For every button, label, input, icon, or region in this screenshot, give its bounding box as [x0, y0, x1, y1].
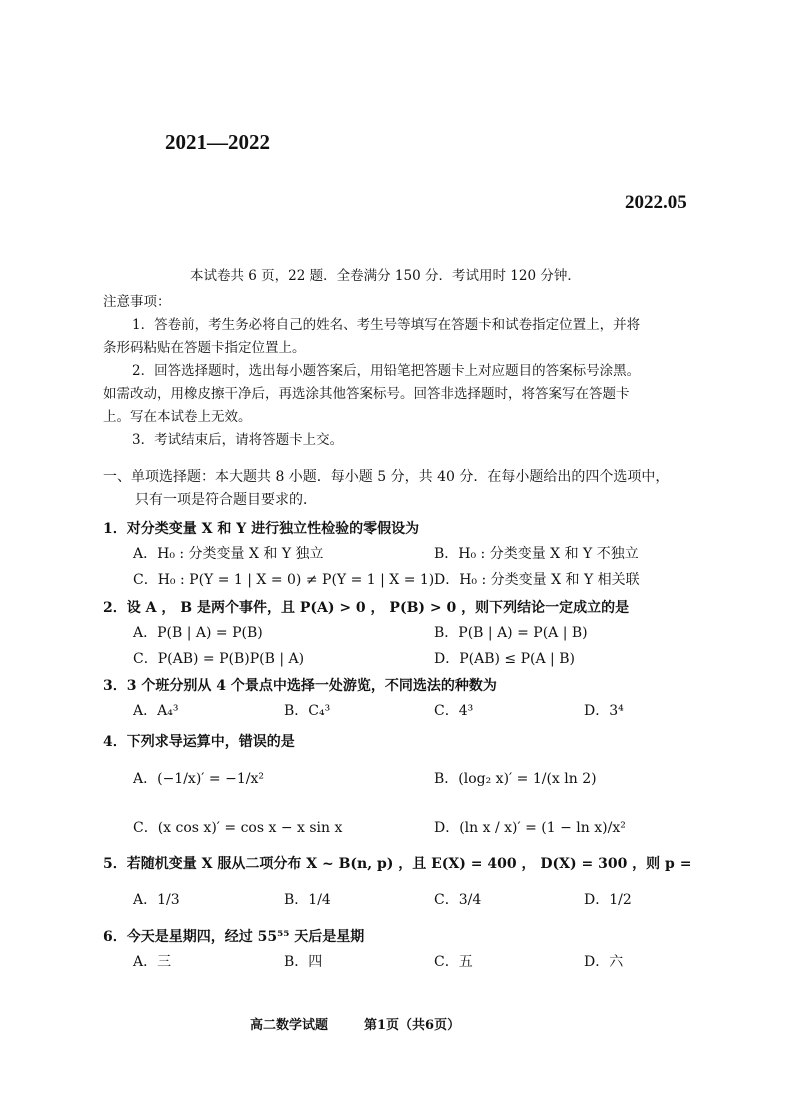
notice-line: 条形码粘贴在答题卡指定位置上。: [103, 340, 306, 356]
question-3: [103, 675, 497, 695]
question-stem: 下列求导运算中，错误的是: [126, 734, 295, 750]
question-stem: 若随机变量 X 服从二项分布 X ~ B(n, p) ，且 E(X) = 400 ， D(X) = 300 ，则 p =: [126, 856, 692, 872]
question-stem: 设 A ， B 是两个事件，且 P(A) > 0 ， P(B) > 0 ，则下列结论一定成立的是: [126, 600, 630, 616]
exam-year-range: 2021—2022: [165, 130, 270, 154]
option-c: C．H₀ : P(Y = 1 | X = 0) ≠ P(Y = 1 | X = 1): [133, 572, 435, 588]
option-d: D．六: [584, 954, 624, 970]
option-d: D．P(AB) ≤ P(A | B): [434, 651, 575, 667]
option-b: B．H₀ : 分类变量 X 和 Y 不独立: [434, 546, 639, 562]
section-heading: 一、单项选择题：本大题共 8 小题．每小题 5 分，共 40 分．在每小题给出的四个选项中，: [103, 469, 670, 485]
option-b: B．C₄³: [284, 703, 331, 719]
option-a: A．三: [133, 954, 172, 970]
page-footer: [250, 1014, 460, 1033]
exam-date: 2022.05: [625, 192, 687, 213]
notice-heading: 注意事项：: [103, 294, 171, 310]
question-number: 6．: [103, 929, 127, 945]
question-number: 4．: [103, 734, 127, 750]
question-number: 3．: [103, 678, 127, 694]
notice-line: 1．答卷前，考生务必将自己的姓名、考生号等填写在答题卡和试卷指定位置上，并将: [132, 317, 641, 333]
option-c: C．(x cos x)′ = cos x − x sin x: [133, 820, 343, 836]
question-number: 1．: [103, 521, 127, 537]
exam-intro: 本试卷共 6 页，22 题．全卷满分 150 分．考试用时 120 分钟．: [190, 268, 581, 284]
question-stem: 对分类变量 X 和 Y 进行独立性检验的零假设为: [126, 521, 420, 537]
option-d: D．(ln x / x)′ = (1 − ln x)/x²: [434, 820, 626, 836]
question-stem: 今天是星期四，经过 55⁵⁵ 天后是星期: [126, 929, 365, 945]
question-stem: 3 个班分别从 4 个景点中选择一处游览，不同选法的种数为: [126, 678, 497, 694]
question-4: [103, 731, 295, 751]
footer-page-number: 第1页（共6页）: [364, 1018, 461, 1033]
option-b: B．四: [284, 954, 323, 970]
option-d: D．1/2: [584, 892, 632, 908]
option-c: C．3/4: [434, 892, 482, 908]
notice-line: 2．回答选择题时，选出每小题答案后，用铅笔把答题卡上对应题目的答案标号涂黑。: [132, 363, 641, 379]
question-2: [103, 597, 629, 617]
option-a: A．(−1/x)′ = −1/x²: [133, 771, 264, 787]
option-d: D．H₀ : 分类变量 X 和 Y 相关联: [434, 572, 640, 588]
notice-line: 3．考试结束后，请将答题卡上交。: [132, 432, 344, 448]
option-b: B．1/4: [284, 892, 331, 908]
question-1: [103, 518, 419, 538]
option-b: B．P(B | A) = P(A | B): [434, 625, 588, 641]
section-heading-cont: 只有一项是符合题目要求的．: [135, 492, 317, 508]
option-a: A．1/3: [133, 892, 180, 908]
option-a: A．A₄³: [133, 703, 179, 719]
question-5: [103, 853, 691, 873]
question-number: 2．: [103, 600, 127, 616]
option-c: C．P(AB) = P(B)P(B | A): [133, 651, 305, 667]
option-c: C．五: [434, 954, 473, 970]
option-a: A．H₀ : 分类变量 X 和 Y 独立: [133, 546, 324, 562]
question-6: [103, 926, 364, 946]
question-number: 5．: [103, 856, 127, 872]
option-a: A．P(B | A) = P(B): [133, 625, 263, 641]
option-d: D．3⁴: [584, 703, 624, 719]
notice-line: 上。写在本试卷上无效。: [103, 409, 252, 425]
option-c: C．4³: [434, 703, 474, 719]
footer-subject: 高二数学试题: [250, 1018, 329, 1033]
notice-line: 如需改动，用橡皮擦干净后，再选涂其他答案标号。回答非选择题时，将答案写在答题卡: [103, 386, 630, 402]
option-b: B．(log₂ x)′ = 1/(x ln 2): [434, 771, 597, 787]
